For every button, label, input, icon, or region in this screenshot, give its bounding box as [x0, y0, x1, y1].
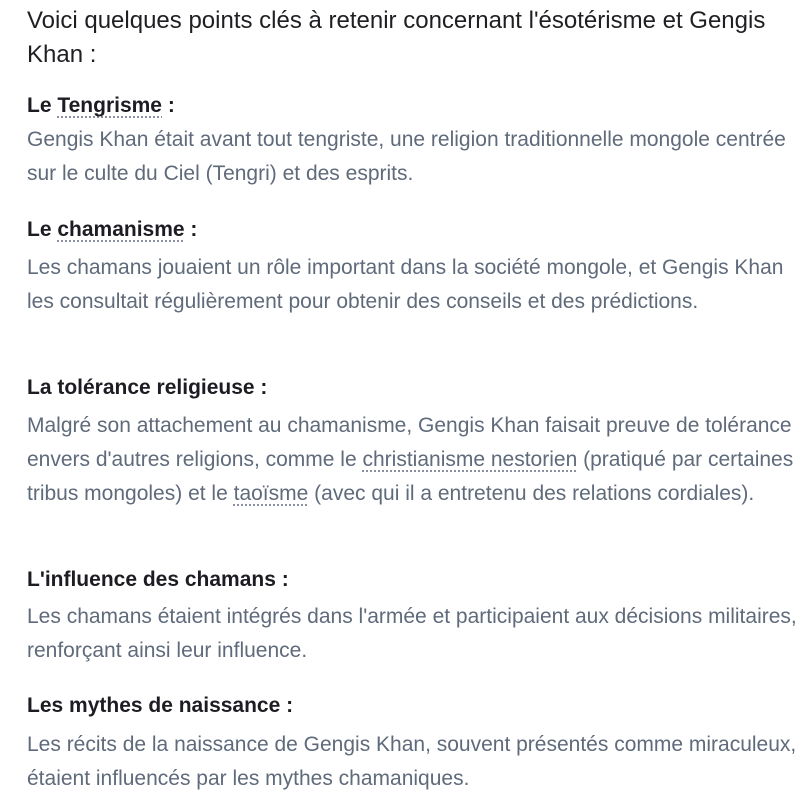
section-text-influence: Les chamans étaient intégrés dans l'armée et participaient aux décisions militaires, renforçant ainsi leur influence. — [27, 605, 797, 662]
text-part: (avec qui il a entretenu des relations cordiales). — [308, 482, 755, 505]
term-taoisme[interactable]: taoïsme — [233, 482, 309, 505]
term-tengrisme[interactable]: Tengrisme — [57, 94, 162, 117]
term-chamanisme[interactable]: chamanisme — [57, 218, 185, 241]
section-heading-tengrisme — [27, 92, 797, 120]
section-heading-chamanisme — [27, 216, 797, 244]
section-text-tolerance — [27, 409, 797, 511]
heading-prefix: Le — [27, 94, 58, 117]
text-part: Malgré son attachement au chamanisme, Gengis Khan faisait preuve de tolérance envers d'autres religions, comme le — [27, 414, 792, 471]
section-text-chamanisme: Les chamans jouaient un rôle important dans la société mongole, et Gengis Khan les consultait régulièrement pour obtenir des conseils et des prédictions. — [27, 256, 784, 313]
term-christianisme-nestorien[interactable]: christianisme nestorien — [362, 448, 578, 471]
section-heading-tolerance: La tolérance religieuse : — [27, 376, 268, 399]
heading-prefix: Le — [27, 218, 58, 241]
intro-text: Voici quelques points clés à retenir concernant l'ésotérisme et Gengis Khan : — [27, 7, 766, 68]
text-part: (pratiqué par certaines tribus mongoles) et le — [27, 448, 794, 505]
section-heading-mythes: Les mythes de naissance : — [27, 694, 294, 717]
heading-suffix: : — [184, 218, 198, 241]
section-text-tengrisme: Gengis Khan était avant tout tengriste, une religion traditionnelle mongole centrée sur le culte du Ciel (Tengri) et des esprits. — [27, 128, 786, 185]
section-heading-influence: L'influence des chamans : — [27, 568, 289, 591]
section-text-mythes: Les récits de la naissance de Gengis Khan, souvent présentés comme miraculeux, étaient influencés par les mythes chamaniques. — [27, 733, 797, 790]
heading-suffix: : — [162, 94, 175, 117]
